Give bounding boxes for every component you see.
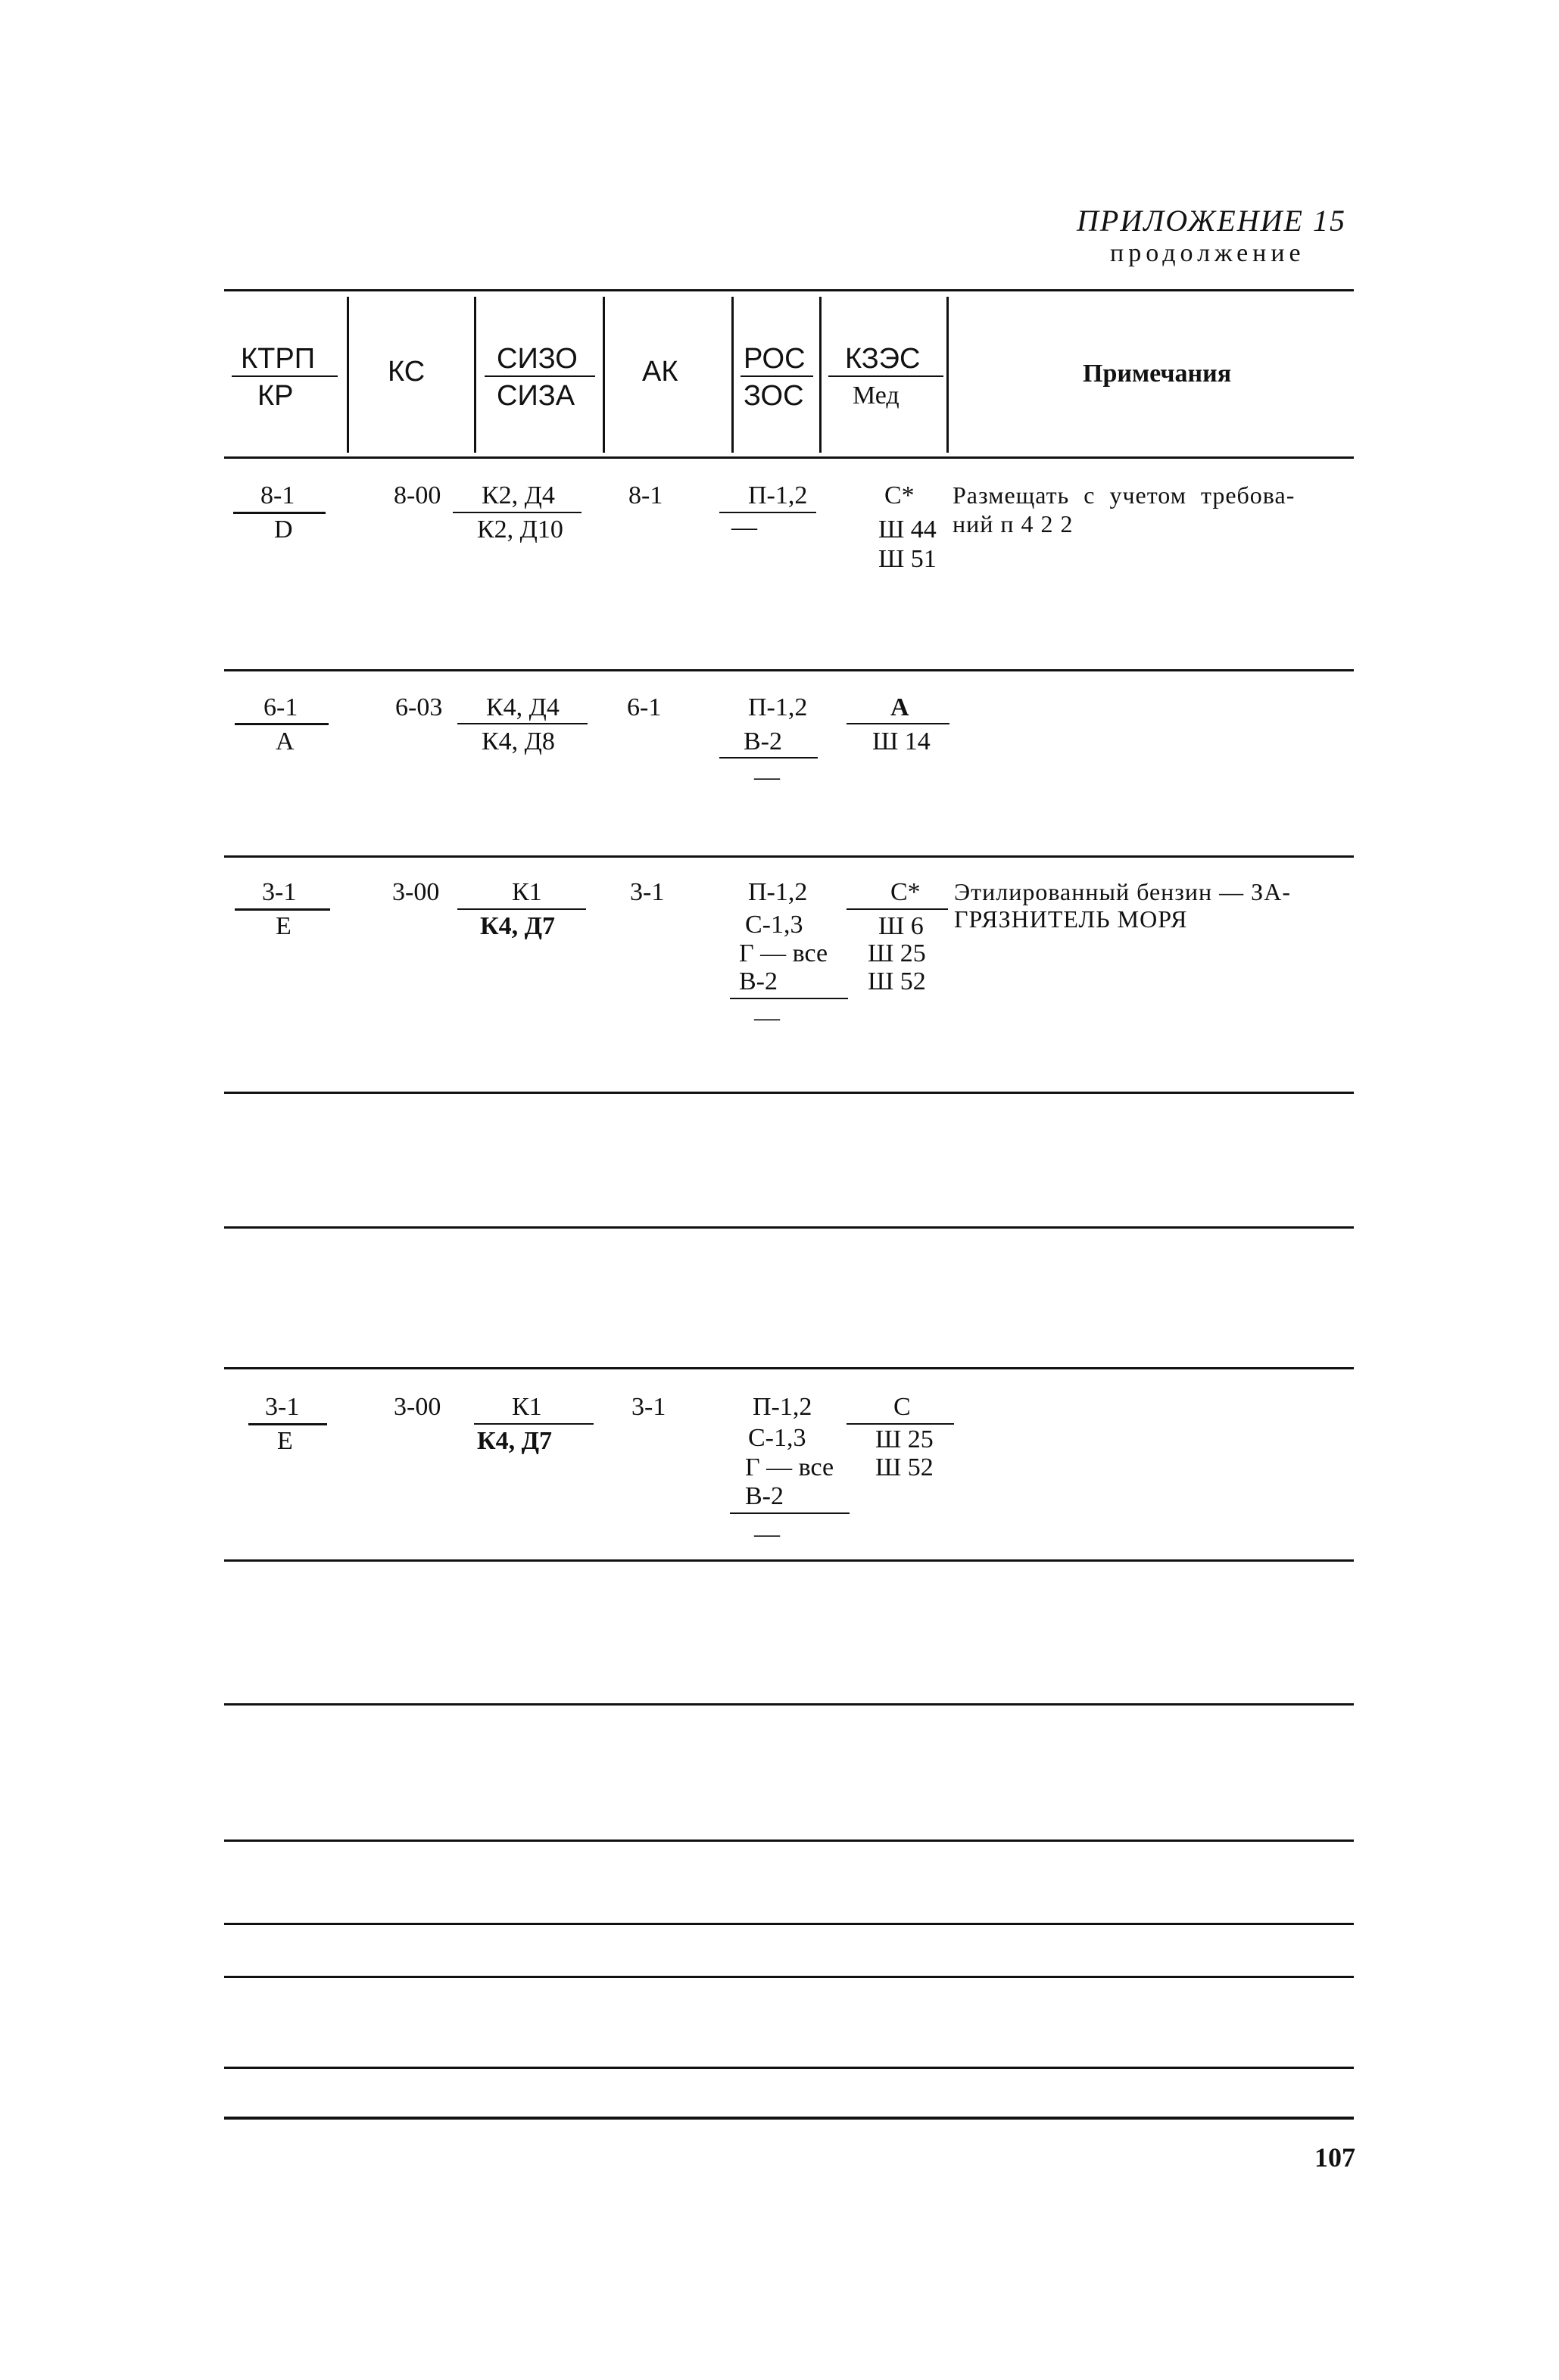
column-divider [474,297,476,453]
row-separator [224,1703,1354,1706]
header-ak: АК [642,356,678,388]
row-separator [224,1976,1354,1978]
column-divider [819,297,822,453]
row4-ros-1: П-1,2 [753,1393,812,1421]
fraction-line [235,908,330,911]
row1-ktrp: 8-1 [260,481,295,509]
header-siza: СИЗА [497,380,575,412]
row4-med-2: Ш 52 [875,1453,934,1481]
row2-med-1: Ш 14 [872,727,931,755]
header-fraction-line [232,375,338,377]
header-kr: КР [257,380,294,412]
row-separator [224,1840,1354,1842]
row2-kr: А [276,727,295,755]
row4-zos: — [754,1520,780,1548]
row3-med-2: Ш 25 [868,939,926,967]
header-fraction-line [741,375,813,377]
row3-sizo: К1 [512,878,542,906]
row2-ks: 6-03 [395,693,443,721]
row2-ros-2: В-2 [744,727,782,755]
row1-note-2: ний п 4 2 2 [953,510,1074,537]
row3-kr: Е [276,912,292,940]
header-kzes: КЗЭС [845,343,921,375]
row3-med-3: Ш 52 [868,967,926,995]
row1-kr: D [274,516,293,544]
header-ks: КС [388,356,426,388]
row1-ros-1: П-1,2 [748,481,808,509]
row4-ros-4: В-2 [745,1482,784,1510]
row3-ros-1: П-1,2 [748,878,808,906]
row4-kzes: С [893,1393,911,1421]
column-divider [347,297,349,453]
column-divider [731,297,734,453]
row4-sizo: К1 [512,1393,542,1421]
header-zos: ЗОС [744,380,804,412]
table-bottom-rule [224,2117,1354,2120]
row-separator [224,1559,1354,1562]
header-ros: РОС [744,343,806,375]
fraction-line [248,1423,327,1425]
row3-ks: 3-00 [392,878,440,906]
row-separator [224,855,1354,858]
row4-ak: 3-1 [631,1393,666,1421]
row1-note-1: Размещать с учетом требова- [953,481,1296,509]
row2-ak: 6-1 [627,693,662,721]
fraction-line [233,512,326,514]
fraction-line [453,512,582,513]
row3-note-1: Этилированный бензин — ЗА- [954,878,1291,905]
row-separator [224,1367,1354,1369]
header-fraction-line [485,375,595,377]
header-fraction-line [828,375,943,377]
row3-note-2: ГРЯЗНИТЕЛЬ МОРЯ [954,905,1188,933]
row1-zos: — [731,513,757,541]
fraction-line [730,998,848,999]
row1-kzes: С* [884,481,915,509]
row3-med-1: Ш 6 [878,912,924,940]
row-separator [224,1923,1354,1925]
row1-ks: 8-00 [394,481,441,509]
row3-ktrp: 3-1 [262,878,297,906]
row3-ros-3: Г — все [739,939,828,967]
row1-med-2: Ш 51 [878,545,937,573]
header-bottom-rule [224,456,1354,459]
row2-zos: — [754,763,780,791]
row1-ak: 8-1 [628,481,663,509]
row-separator [224,2067,1354,2069]
row3-siza: К4, Д7 [480,912,556,940]
row-separator [224,1092,1354,1094]
continuation-label: продолжение [1110,239,1305,267]
row1-siza: К2, Д10 [477,516,563,544]
row4-med-1: Ш 25 [875,1425,934,1453]
header-notes: Примечания [1083,360,1232,388]
row4-ks: 3-00 [394,1393,441,1421]
row2-ktrp: 6-1 [263,693,298,721]
fraction-line [730,1512,850,1514]
appendix-title: ПРИЛОЖЕНИЕ 15 [1077,204,1346,238]
page-number: 107 [1314,2142,1355,2173]
fraction-line [474,1423,594,1425]
row2-sizo: К4, Д4 [486,693,560,721]
row1-med-1: Ш 44 [878,516,937,544]
fraction-line [457,908,586,910]
header-med: Мед [853,382,900,410]
fraction-line [847,908,948,910]
row-separator [224,1226,1354,1229]
row3-kzes: С* [890,878,921,906]
fraction-line [235,723,329,725]
row2-siza: К4, Д8 [482,727,555,755]
row4-ros-3: Г — все [745,1453,834,1481]
column-divider [603,297,605,453]
fraction-line [457,723,588,724]
row4-ktrp: 3-1 [265,1393,300,1421]
fraction-line [719,757,818,759]
row3-ros-2: С-1,3 [745,911,803,939]
row-separator [224,669,1354,671]
row4-ros-2: С-1,3 [748,1424,806,1452]
fraction-line [847,723,949,724]
row4-siza: К4, Д7 [477,1427,553,1455]
header-sizo: СИЗО [497,343,578,375]
row3-ros-4: В-2 [739,967,778,995]
row4-kr: Е [277,1427,293,1455]
row3-zos: — [754,1004,780,1032]
column-divider [946,297,949,453]
row1-sizo: К2, Д4 [482,481,555,509]
table-top-rule [224,289,1354,291]
header-ktrp: КТРП [241,343,316,375]
row2-ros-1: П-1,2 [748,693,808,721]
row3-ak: 3-1 [630,878,665,906]
row2-kzes: А [890,693,909,721]
fraction-line [847,1423,954,1425]
